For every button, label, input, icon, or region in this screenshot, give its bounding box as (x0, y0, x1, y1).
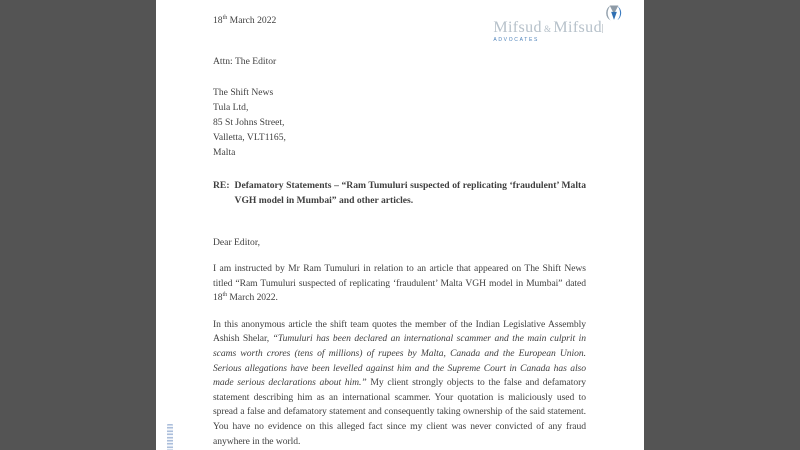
ampersand: & (543, 24, 552, 34)
para2-tail: My client strongly objects to the false and defamatory statement describing him as an international scammer. Your quotation is maliciously used to spread a false and defamatory statement and consequently taking ownership of the said statement. You have no evidence on this alleged fact since my client was never convicted of any fraud anywhere in the world. (213, 377, 586, 447)
address-line: The Shift News (213, 87, 274, 99)
para1-ordinal: th (222, 291, 228, 298)
para1-tail: March 2022. (227, 292, 278, 304)
para1-lead: I am instructed by Mr Ram Tumuluri in relation to an article that appeared on The Shift News titled “Ram Tumuluri suspected of replicating ‘fraudulent’ Malta VGH model in Mumbai” dated 18 (213, 262, 586, 304)
paragraph-intro (213, 262, 586, 306)
address-line: Malta (213, 147, 236, 159)
firm-name-first: Mifsud (493, 19, 542, 36)
address-line: Valletta, VLT1165, (213, 132, 286, 144)
recipient-address (213, 85, 586, 160)
mifsud-monogram-icon (604, 3, 624, 23)
subject-line (213, 179, 586, 208)
subject-label: RE: (213, 180, 230, 192)
paragraph-body (213, 318, 586, 449)
letter-page (156, 0, 644, 450)
firm-name-second: Mifsud (553, 19, 602, 36)
address-line: 85 St Johns Street, (213, 117, 285, 129)
address-line: Tula Ltd, (213, 102, 249, 114)
quoted-statement: “Tumuluri has been declared an international scammer and the main culprit in scams worth crores (tens of millions) of rupees by Malta, Canada and the European Union. Serious allegations have been levelled against him and the Supreme Court in Canada has also made serious declarations about him.” (213, 333, 586, 389)
subject-text: Defamatory Statements – “Ram Tumuluri suspected of replicating ‘fraudulent’ Malta VGH model in Mumbai” and other articles. (234, 180, 586, 206)
para2-lead: In this anonymous article the shift team quotes the member of the Indian Legislative Assembly Ashish Shelar, (213, 318, 586, 345)
firm-wordmark (493, 20, 602, 44)
salutation: Dear Editor, (213, 237, 261, 249)
attention-line: Attn: The Editor (213, 55, 277, 67)
firm-subtitle: ADVOCATES (493, 37, 540, 43)
firm-name (493, 20, 602, 37)
vertical-watermark (167, 424, 173, 450)
date-ordinal: th (222, 14, 228, 21)
letterhead (493, 3, 624, 44)
date-rest: March 2022 (227, 15, 277, 26)
letterhead-tick (602, 24, 603, 33)
date-day: 18 (213, 15, 223, 26)
